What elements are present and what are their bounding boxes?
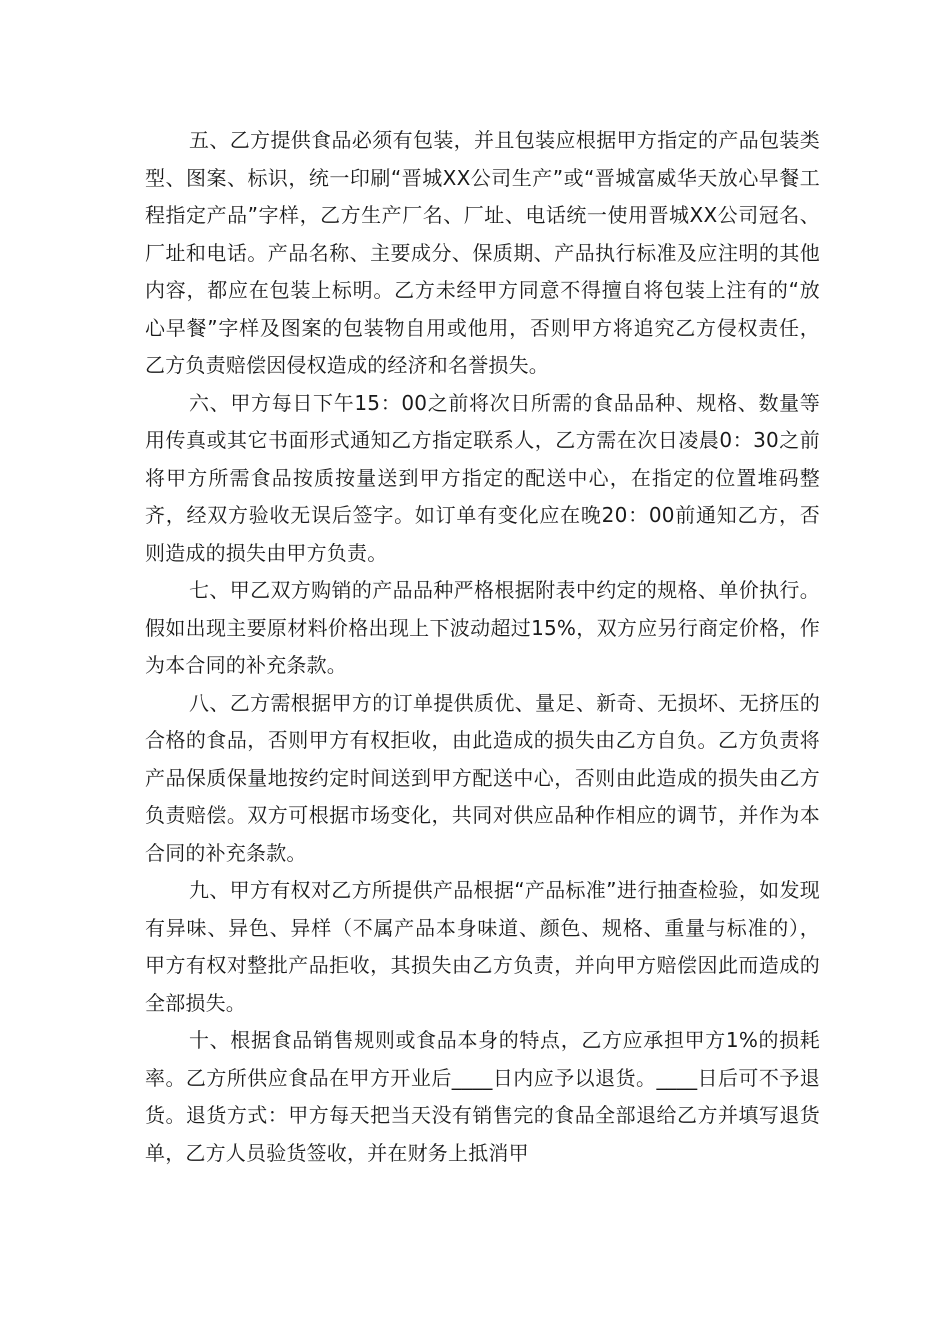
document-body bbox=[145, 122, 820, 1172]
clause-8-paragraph: 八、乙方需根据甲方的订单提供质优、量足、新奇、无损坏、无挤压的合格的食品，否则甲方有权拒收，由此造成的损失由乙方自负。乙方负责将产品保质保量地按约定时间送到甲方配送中心，否则由此造成的损失由乙方负责赔偿。双方可根据市场变化，共同对供应品种作相应的调节，并作为本合同的补充条款。 bbox=[145, 690, 820, 865]
clause-6-paragraph: 六、甲方每日下午15：00之前将次日所需的食品品种、规格、数量等用传真或其它书面形式通知乙方指定联系人，乙方需在次日凌晨0：30之前将甲方所需食品按质按量送到甲方指定的配送中心，在指定的位置堆码整齐，经双方验收无误后签字。如订单有变化应在晚20：00前通知乙方，否则造成的损失由甲方负责。 bbox=[145, 390, 820, 565]
clause-10-paragraph: 十、根据食品销售规则或食品本身的特点，乙方应承担甲方1%的损耗率。乙方所供应食品在甲方开业后____日内应予以退货。____日后可不予退货。退货方式：甲方每天把当天没有销售完的食品全部退给乙方并填写退货单，乙方人员验货签收，并在财务上抵消甲 bbox=[145, 1028, 820, 1165]
clause-9-paragraph: 九、甲方有权对乙方所提供产品根据“产品标准”进行抽查检验，如发现有异味、异色、异样（不属产品本身味道、颜色、规格、重量与标准的），甲方有权对整批产品拒收，其损失由乙方负责，并向甲方赔偿因此而造成的全部损失。 bbox=[145, 878, 820, 1015]
clause-5-paragraph: 五、乙方提供食品必须有包装，并且包装应根据甲方指定的产品包装类型、图案、标识，统一印刷“晋城XX公司生产”或“晋城富威华天放心早餐工程指定产品”字样，乙方生产厂名、厂址、电话统一使用晋城XX公司冠名、厂址和电话。产品名称、主要成分、保质期、产品执行标准及应注明的其他内容，都应在包装上标明。乙方未经甲方同意不得擅自将包装上注有的“放心早餐”字样及图案的包装物自用或他用，否则甲方将追究乙方侵权责任，乙方负责赔偿因侵权造成的经济和名誉损失。 bbox=[145, 128, 820, 377]
clause-7-paragraph: 七、甲乙双方购销的产品品种严格根据附表中约定的规格、单价执行。假如出现主要原材料价格出现上下波动超过15%，双方应另行商定价格，作为本合同的补充条款。 bbox=[145, 578, 820, 677]
